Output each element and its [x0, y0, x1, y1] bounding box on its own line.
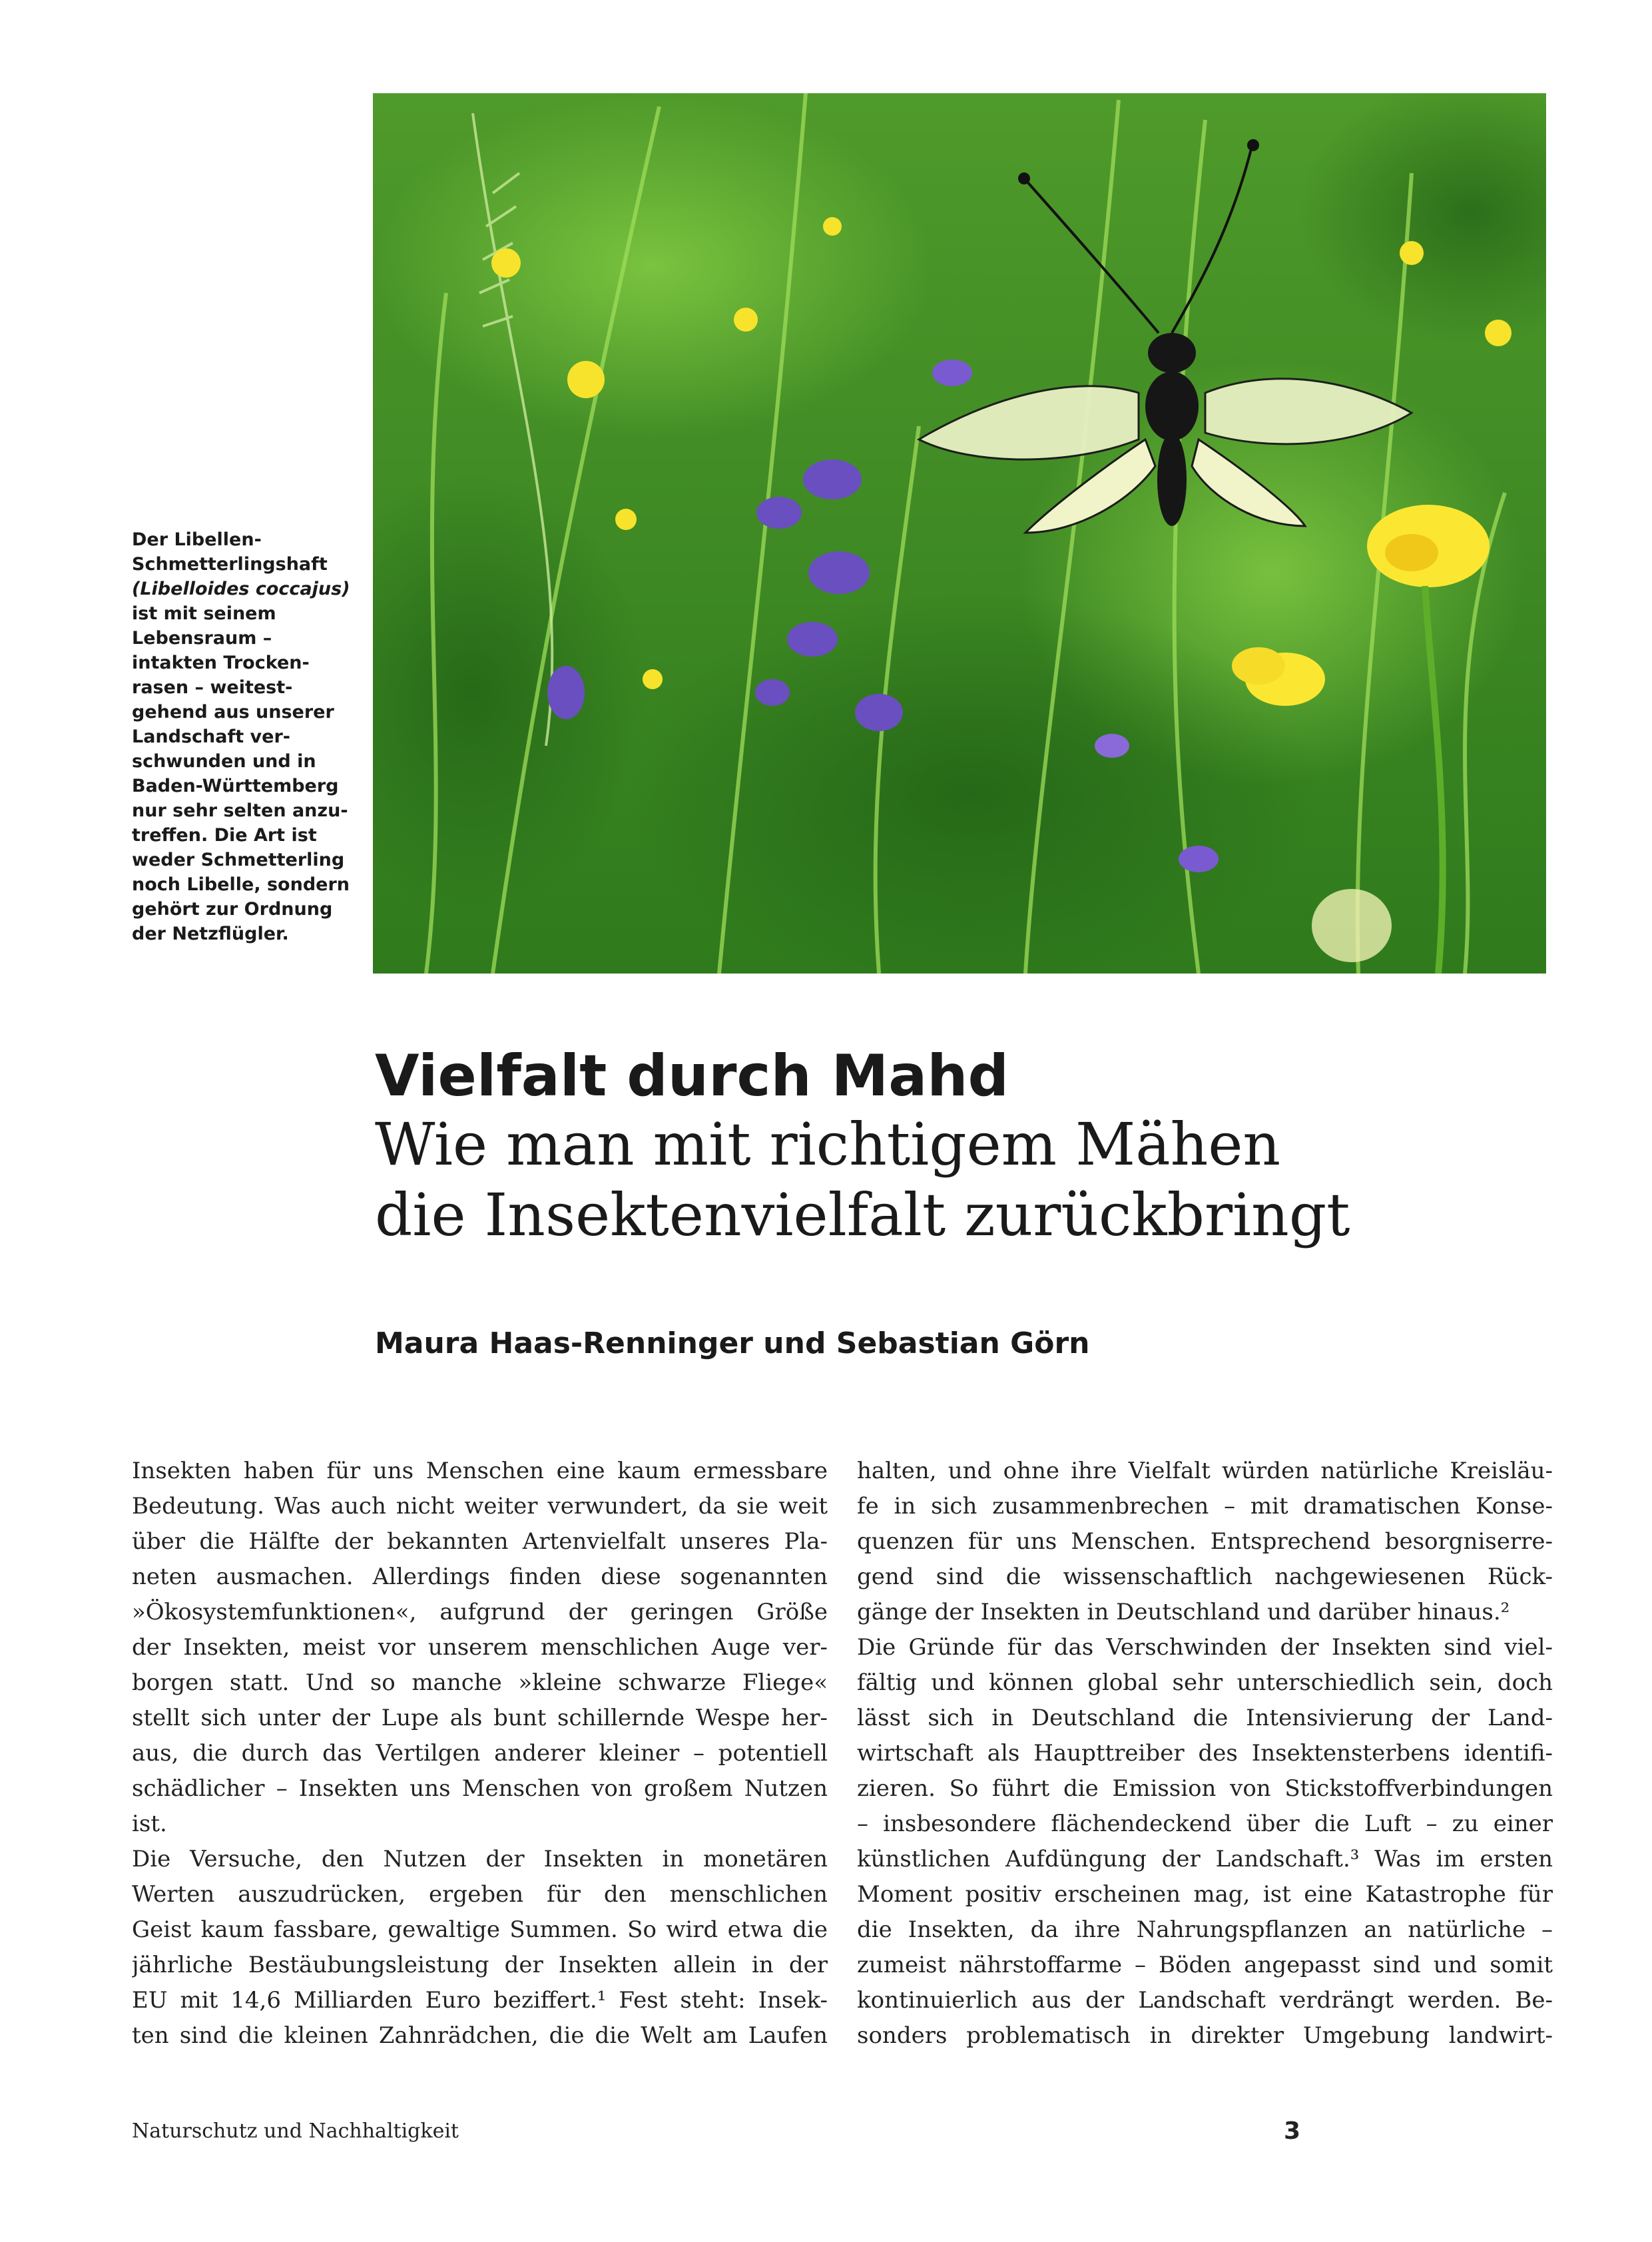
body-line: die Insekten, da ihre Nahrungspflanzen an natürliche –	[857, 1916, 1553, 1943]
body-line: neten ausmachen. Allerdings finden diese sogenannten	[132, 1563, 828, 1590]
body-line: schädlicher – Insekten uns Menschen von großem Nutzen	[132, 1775, 828, 1802]
body-line: Die Gründe für das Verschwinden der Insekten sind viel-	[857, 1634, 1553, 1661]
body-line: Die Versuche, den Nutzen der Insekten in monetären	[132, 1846, 828, 1872]
body-line: ten sind die kleinen Zahnrädchen, die die Welt am Laufen	[132, 2022, 828, 2049]
caption-line: schwunden und in	[132, 751, 316, 772]
body-line: Geist kaum fassbare, gewaltige Summen. So wird etwa die	[132, 1916, 828, 1943]
body-line: zieren. So führt die Emission von Stickstoffverbindungen	[857, 1775, 1553, 1802]
caption-line: treffen. Die Art ist	[132, 825, 317, 846]
body-line: Moment positiv erscheinen mag, ist eine Katastrophe für	[857, 1881, 1553, 1908]
subtitle-line: die Insektenvielfalt zurückbringt	[375, 1181, 1350, 1249]
body-line: EU mit 14,6 Milliarden Euro beziffert.¹ Fest steht: Insek-	[132, 1987, 828, 2014]
caption-line: Baden-Württemberg	[132, 776, 339, 796]
body-line: »Ökosystemfunktionen«, aufgrund der geringen Größe	[132, 1599, 828, 1625]
caption-line-species: (Libelloides coccajus)	[132, 579, 350, 599]
meadow-illustration	[373, 93, 1546, 974]
body-line: Insekten haben für uns Menschen eine kaum ermessbare	[132, 1458, 828, 1484]
body-line: jährliche Bestäubungsleistung der Insekten allein in der	[132, 1952, 828, 1978]
subtitle-line: Wie man mit richtigem Mähen	[375, 1110, 1281, 1179]
owlfly-meadow-photo	[373, 93, 1546, 974]
caption-line: rasen – weitest-	[132, 677, 293, 698]
article-subtitle	[375, 1109, 1547, 1251]
caption-line: intakten Trocken-	[132, 653, 310, 673]
caption-line: gehört zur Ordnung	[132, 899, 333, 920]
body-line: wirtschaft als Haupttreiber des Insektensterbens identifi-	[857, 1740, 1553, 1767]
body-line: aus, die durch das Vertilgen anderer kleiner – potentiell	[132, 1740, 828, 1767]
caption-line: ist mit seinem	[132, 603, 276, 624]
caption-line: noch Libelle, sondern	[132, 874, 350, 895]
body-column-left	[132, 1454, 828, 2054]
caption-line: Schmetterlingshaft	[132, 554, 328, 575]
body-line: über die Hälfte der bekannten Artenvielfalt unseres Pla-	[132, 1528, 828, 1555]
photo-caption	[132, 527, 350, 946]
caption-line: nur sehr selten anzu-	[132, 800, 348, 821]
publication-name: Naturschutz und Nachhaltigkeit	[132, 2119, 459, 2143]
body-line: borgen statt. Und so manche »kleine schwarze Fliege«	[132, 1669, 828, 1696]
caption-line: gehend aus unserer	[132, 702, 334, 722]
body-line: kontinuierlich aus der Landschaft verdrängt werden. Be-	[857, 1987, 1553, 2014]
body-line: halten, und ohne ihre Vielfalt würden natürliche Kreisläu-	[857, 1458, 1553, 1484]
body-line: – insbesondere flächendeckend über die Luft – zu einer	[857, 1811, 1553, 1837]
body-line: Werten auszudrücken, ergeben für den menschlichen	[132, 1881, 828, 1908]
page-number: 3	[1284, 2117, 1301, 2145]
caption-line: Lebensraum –	[132, 628, 272, 649]
caption-line: der Netzflügler.	[132, 924, 289, 944]
body-line: gend sind die wissenschaftlich nachgewiesenen Rück-	[857, 1563, 1553, 1590]
body-line: stellt sich unter der Lupe als bunt schillernde Wespe her-	[132, 1705, 828, 1731]
body-line: Bedeutung. Was auch nicht weiter verwundert, da sie weit	[132, 1493, 828, 1520]
article-title: Vielfalt durch Mahd	[375, 1043, 1009, 1109]
body-line: sonders problematisch in direkter Umgebung landwirt-	[857, 2022, 1553, 2049]
body-column-right	[857, 1454, 1553, 2054]
body-line: der Insekten, meist vor unserem menschlichen Auge ver-	[132, 1634, 828, 1661]
body-line: ist.	[132, 1811, 167, 1837]
body-line: gänge der Insekten in Deutschland und darüber hinaus.²	[857, 1599, 1510, 1625]
caption-line: Landschaft ver-	[132, 726, 290, 747]
caption-line: Der Libellen-	[132, 529, 262, 550]
caption-line: weder Schmetterling	[132, 850, 345, 870]
body-line: quenzen für uns Menschen. Entsprechend besorgniserre-	[857, 1528, 1553, 1555]
article-headline	[375, 1043, 1547, 1251]
body-line: zumeist nährstoffarme – Böden angepasst sind und somit	[857, 1952, 1553, 1978]
article-authors: Maura Haas-Renninger und Sebastian Görn	[375, 1326, 1090, 1360]
body-line: fe in sich zusammenbrechen – mit dramatischen Konse-	[857, 1493, 1553, 1520]
body-line: lässt sich in Deutschland die Intensivierung der Land-	[857, 1705, 1553, 1731]
body-line: fältig und können global sehr unterschiedlich sein, doch	[857, 1669, 1553, 1696]
body-line: künstlichen Aufdüngung der Landschaft.³ Was im ersten	[857, 1846, 1553, 1872]
